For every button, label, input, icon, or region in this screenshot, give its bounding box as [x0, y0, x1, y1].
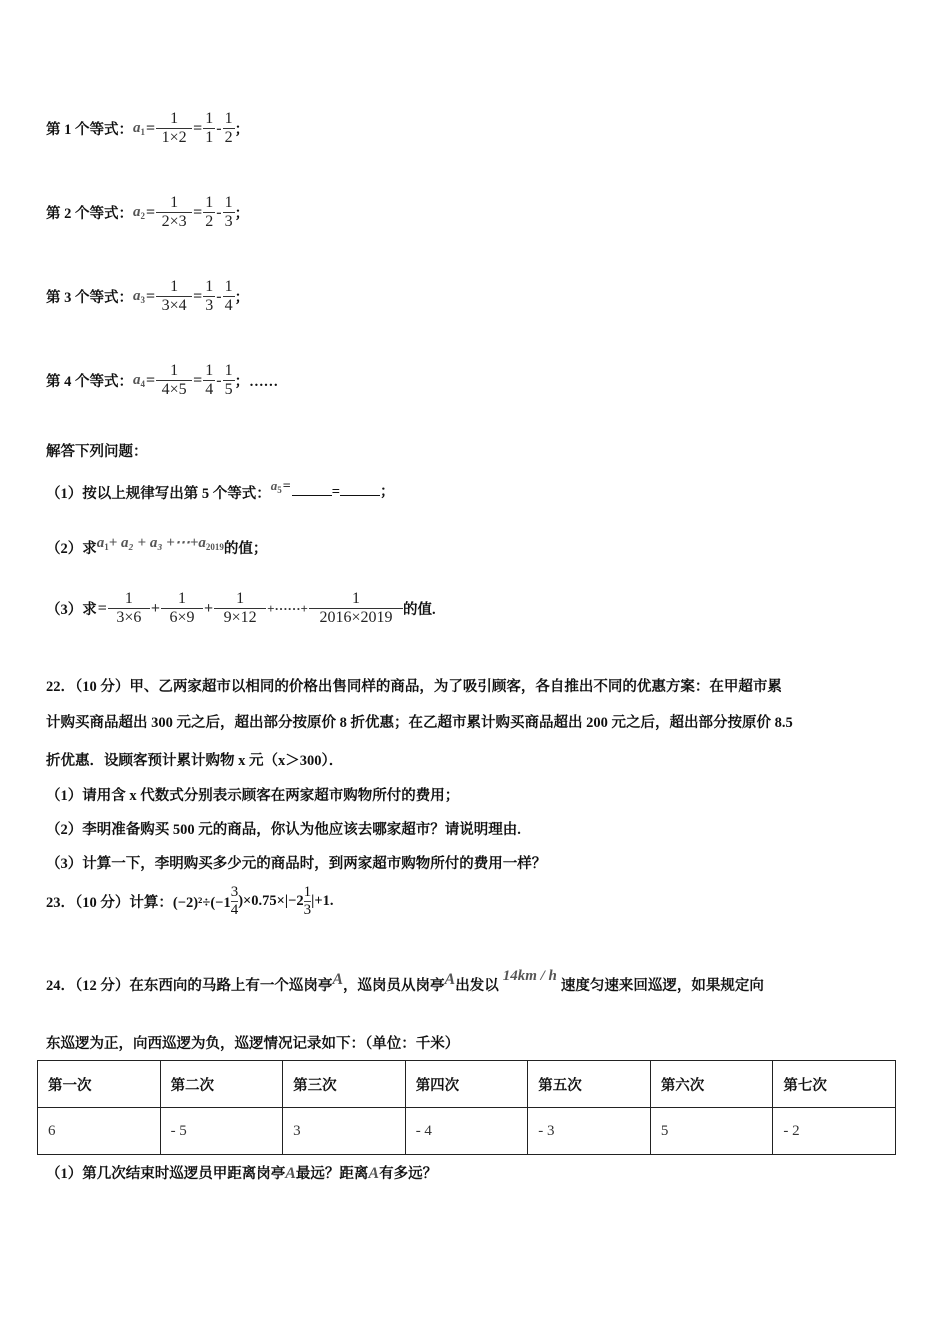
equation-label: 第 1 个等式： [46, 122, 133, 138]
q22-sub2: （2）李明准备购买 500 元的商品，你认为他应该去哪家超市？请说明理由. [46, 822, 521, 838]
table-header-row [38, 1061, 896, 1108]
q24-sub1: （1）第几次结束时巡逻员甲距离岗亭A最远？距离A有多远？ [46, 1165, 438, 1182]
table-header-cell: 第四次 [405, 1061, 528, 1108]
equation-1: 第 1 个等式：$a_1=$ $\frac{1}{1\times 2}$ = $\frac{1}{1}$ - $\frac{1}{2}$ ； [46, 110, 250, 146]
answer-blank-2[interactable] [340, 481, 380, 496]
table-cell: - 5 [160, 1108, 283, 1155]
table-header-cell: 第三次 [283, 1061, 406, 1108]
var-A: A [332, 971, 344, 988]
q24-line2: 东巡逻为正，向西巡逻为负，巡逻情况记录如下：（单位：千米） [46, 1036, 460, 1052]
table-header-cell: 第五次 [528, 1061, 651, 1108]
table-cell: 6 [38, 1108, 161, 1155]
table-cell: 3 [283, 1108, 406, 1155]
table-row [38, 1108, 896, 1155]
q22-sub1: （1）请用含 x 代数式分别表示顾客在两家超市购物所付的费用； [46, 788, 460, 804]
equation-4: 第 4 个等式：$a_4=$ $\frac{1}{4\times 5}$ = $\frac{1}{4}$ - $\frac{1}{5}$ ；…… [46, 362, 279, 398]
table-cell: - 4 [405, 1108, 528, 1155]
q21-part1: （1）按以上规律写出第 5 个等式：$a_5=$ = ； [46, 478, 395, 503]
q22-line2: 计购买商品超出 300 元之后，超出部分按原价 8 折优惠；在乙超市累计购买商品超出 200 元之后，超出部分按原价 8.5 [46, 715, 793, 731]
table-header-cell: 第七次 [773, 1061, 896, 1108]
patrol-record-table [37, 1060, 896, 1155]
q21-part3: （3）求= $\frac{1}{3\times 6}$ + $\frac{1}{6\times 9}$ + $\frac{1}{9\times 12}$ +······+ $\frac{1}{2016\times 2019}$ 的值. [46, 590, 436, 626]
speed: 14km / h [502, 968, 557, 984]
table-cell: - 3 [528, 1108, 651, 1155]
table-cell: - 2 [773, 1108, 896, 1155]
equation-label: 第 4 个等式： [46, 374, 133, 390]
table-header-cell: 第二次 [160, 1061, 283, 1108]
equation-label: 第 2 个等式： [46, 206, 133, 222]
q24-line1: 24．（12 分）在东西向的马路上有一个巡岗亭A，巡岗员从岗亭A出发以14km / h速度匀速来回巡逻，如果规定向 [46, 968, 764, 994]
table-header-cell: 第六次 [650, 1061, 773, 1108]
q22-sub3: （3）计算一下，李明购买多少元的商品时，到两家超市购物所付的费用一样？ [46, 856, 547, 872]
q23: 23．（10 分）计算：(−2)²÷(−1 $\frac{3}{4}$ )×0.75×|−2 $\frac{1}{3}$ |+1. [46, 884, 334, 918]
solve-header: 解答下列问题： [46, 444, 148, 460]
equation-label: 第 3 个等式： [46, 290, 133, 306]
equation-2: 第 2 个等式：$a_2=$ $\frac{1}{2\times 3}$ = $\frac{1}{2}$ - $\frac{1}{3}$ ； [46, 194, 250, 230]
q21-part2: （2）求$a_1+ a_2 + a_3$ $+\cdots+a_{2019}$的值； [46, 535, 268, 557]
q22-line3: 折优惠．设顾客预计累计购物 x 元（x＞300）． [46, 753, 344, 769]
table-header-cell: 第一次 [38, 1061, 161, 1108]
table-cell: 5 [650, 1108, 773, 1155]
answer-blank-1[interactable] [292, 481, 332, 496]
q22-line1: 22．（10 分）甲、乙两家超市以相同的价格出售同样的商品，为了吸引顾客，各自推出不同的优惠方案：在甲超市累 [46, 679, 782, 695]
equation-3: 第 3 个等式：$a_3=$ $\frac{1}{3\times 4}$ = $\frac{1}{3}$ - $\frac{1}{4}$ ； [46, 278, 250, 314]
